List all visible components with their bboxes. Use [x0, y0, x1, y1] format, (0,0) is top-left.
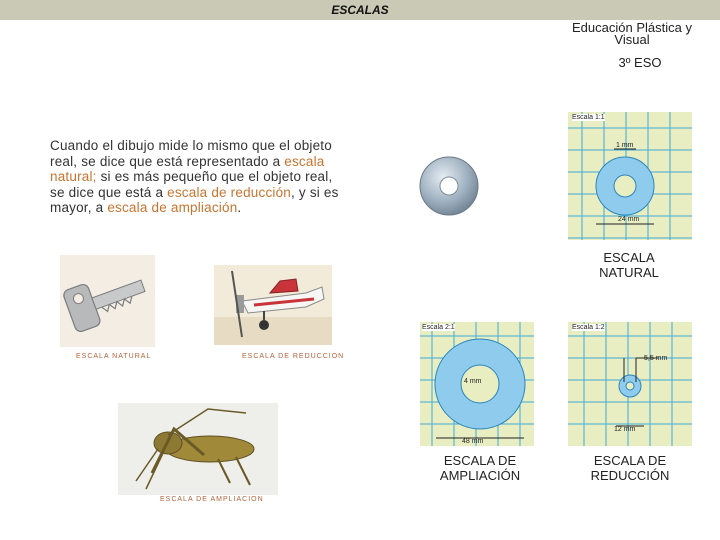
airplane-photo: [214, 265, 332, 345]
intro-highlight-ampliacion: escala de ampliación: [107, 200, 238, 215]
intro-text-1: Cuando el dibujo mide lo mismo que el objeto real, se dice que está representado a: [50, 138, 332, 169]
key-photo-label: ESCALA NATURAL: [76, 353, 152, 360]
airplane-photo-label: ESCALA DE REDUCCION: [242, 353, 345, 360]
key-photo: [60, 255, 155, 347]
grasshopper-photo-label: ESCALA DE AMPLIACION: [160, 496, 264, 503]
intro-highlight-natural: escala natural;: [50, 153, 325, 184]
page-title: ESCALAS: [331, 3, 389, 17]
natural-dim-hole: 1 mm: [616, 142, 634, 149]
reduccion-scale-title: Escala 1:2: [572, 324, 605, 331]
panel-escala-reduccion: [568, 322, 692, 446]
caption-reduccion: ESCALA DE REDUCCIÓN: [590, 453, 670, 483]
ampliacion-dim-outer: 48 mm: [462, 438, 484, 445]
reduccion-dim-hole: 5,5 mm: [644, 355, 668, 362]
intro-text-4: .: [237, 200, 242, 215]
reduccion-dim-outer: 12 mm: [614, 426, 636, 433]
course-subject: Educación Plástica y Visual: [572, 20, 692, 47]
panel-escala-ampliacion: [420, 322, 534, 446]
intro-text-3: , y si es mayor, a: [50, 184, 339, 215]
caption-ampliacion: ESCALA DE AMPLIACIÓN: [439, 453, 521, 483]
natural-dim-outer: 24 mm: [618, 216, 640, 223]
course-level: 3º ESO: [618, 55, 662, 70]
ampliacion-dim-hole: 4 mm: [464, 378, 482, 385]
caption-natural: ESCALA NATURAL: [599, 250, 659, 280]
panel-escala-natural: [568, 112, 692, 240]
intro-text-2: si es más pequeño que el objeto real, se dice que está a: [50, 169, 333, 200]
intro-paragraph: [50, 138, 350, 216]
intro-highlight-reduccion: escala de reducción: [167, 184, 292, 200]
header-bar: [0, 0, 720, 20]
natural-scale-title: Escala 1:1: [572, 114, 605, 121]
ampliacion-scale-title: Escala 2:1: [422, 324, 455, 331]
washer-illustration: [418, 155, 480, 217]
grasshopper-photo: [118, 403, 278, 495]
